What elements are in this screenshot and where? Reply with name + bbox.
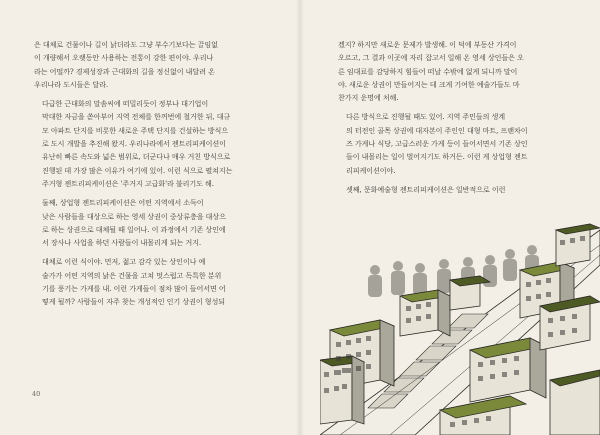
page-number: 40 <box>32 390 41 398</box>
text-line: 은 대체로 건물이나 길이 낡더라도 그냥 부수기보다는 끌임없 <box>34 40 218 49</box>
text-line: 즈 가게나 식당, 고급스러운 가게 등이 들어서면서 기존 상인 <box>346 139 528 149</box>
text-line: 들이 내몰리는 일이 벌어지기도 하거든. 이런 게 상업형 젠트 <box>346 152 528 162</box>
paragraph <box>338 183 570 196</box>
text-line: 기를 풍기는 가게를 내. 이런 가게들이 점차 많이 들어서면 어 <box>42 284 226 294</box>
text-line: 둘째, 상업형 젠트리피케이션은 어떤 지역에서 소득이 <box>42 198 204 208</box>
paragraph <box>34 97 266 190</box>
text-line: 오르고, 그 결과 이곳에 자리 잡고서 일해 온 영세 상인들은 오 <box>338 53 524 63</box>
text-line: 셋째, 문화예술형 젠트리피케이션은 일반적으로 이런 <box>346 184 506 194</box>
text-line: 주거형 젠트리피케이션은 '주거지 고급화'라 불리기도 해. <box>42 178 214 188</box>
text-line: 야. 새로운 상권이 만들어지는 데 크게 기여한 예술가들도 마 <box>338 79 520 89</box>
paragraph <box>34 255 266 308</box>
text-line: 찬가지 운명에 처해. <box>338 93 399 103</box>
text-line: 우리나라 도시들은 달라. <box>34 79 108 89</box>
text-line: 리피케이션이야. <box>346 165 396 175</box>
text-line: 막대한 자금을 쏟아부어 지역 전체를 한꺼번에 철거한 뒤, 대규 <box>42 112 231 122</box>
text-line: 모 아파트 단지를 비롯한 새로운 주택 단지를 건설하는 방식으 <box>42 125 229 135</box>
right-page-body-text <box>338 38 570 196</box>
paragraph <box>34 196 266 249</box>
text-line: 대체로 이런 식이야. 먼저, 젊고 감각 있는 상인이나 예 <box>42 257 206 267</box>
text-line: 진행된 데 가장 많은 이유가 여기에 있어. 이런 식으로 펼쳐지는 <box>42 165 233 175</box>
text-line: 떻게 될까? 사람들이 자주 찾는 개성적인 인기 상권이 형성되 <box>42 297 226 307</box>
left-page-body-text <box>34 38 266 309</box>
text-line: 른 임대료를 감당하지 힘들어 떠날 수밖에 없게 되니까 말이 <box>338 66 518 76</box>
text-line: 로 하는 상권으로 대체될 때 일어나. 이 과정에서 기존 상인에 <box>42 224 226 234</box>
text-line: 서 장사나 사업을 하던 사람들이 내몰리게 되는 거지. <box>42 238 202 248</box>
paragraph <box>338 110 570 176</box>
text-line: 이 개량해서 오랫동안 사용하는 전통이 강한 편이야. 우리나 <box>34 53 214 63</box>
text-line: 라는 어떨까? 경제성장과 근대화의 길을 정신없이 내달려 온 <box>34 66 215 76</box>
text-line: 겠지? 하지만 새로운 문제가 발생해. 이 덕에 부동산 가격이 <box>338 40 517 49</box>
text-line: 다급한 근대화의 말솜씨에 떠밀리듯이 정부나 대기업이 <box>42 99 209 109</box>
paragraph <box>34 38 266 91</box>
city-street-illustration <box>320 210 600 435</box>
text-line: 유난히 빠른 속도와 넓은 범위로, 더군다나 매우 거친 방식으로 <box>42 152 231 162</box>
text-line: 술가가 어떤 지역의 낡은 건물을 고쳐 멋스럽고 독특한 분위 <box>42 270 222 280</box>
text-line: 다른 방식으로 진행될 때도 있어. 지역 주민들의 생계 <box>346 112 506 122</box>
paragraph <box>338 38 570 104</box>
text-line: 낮은 사람들을 대상으로 하는 영세 상권이 중상류층을 대상으 <box>42 211 226 221</box>
text-line: 로 도시 개발을 추진해 왔지. 우리나라에서 젠트리피케이션이 <box>42 139 226 149</box>
text-line: 의 터전인 골목 상권에 대자본이 주인인 대형 마트, 프랜차이 <box>346 125 528 135</box>
